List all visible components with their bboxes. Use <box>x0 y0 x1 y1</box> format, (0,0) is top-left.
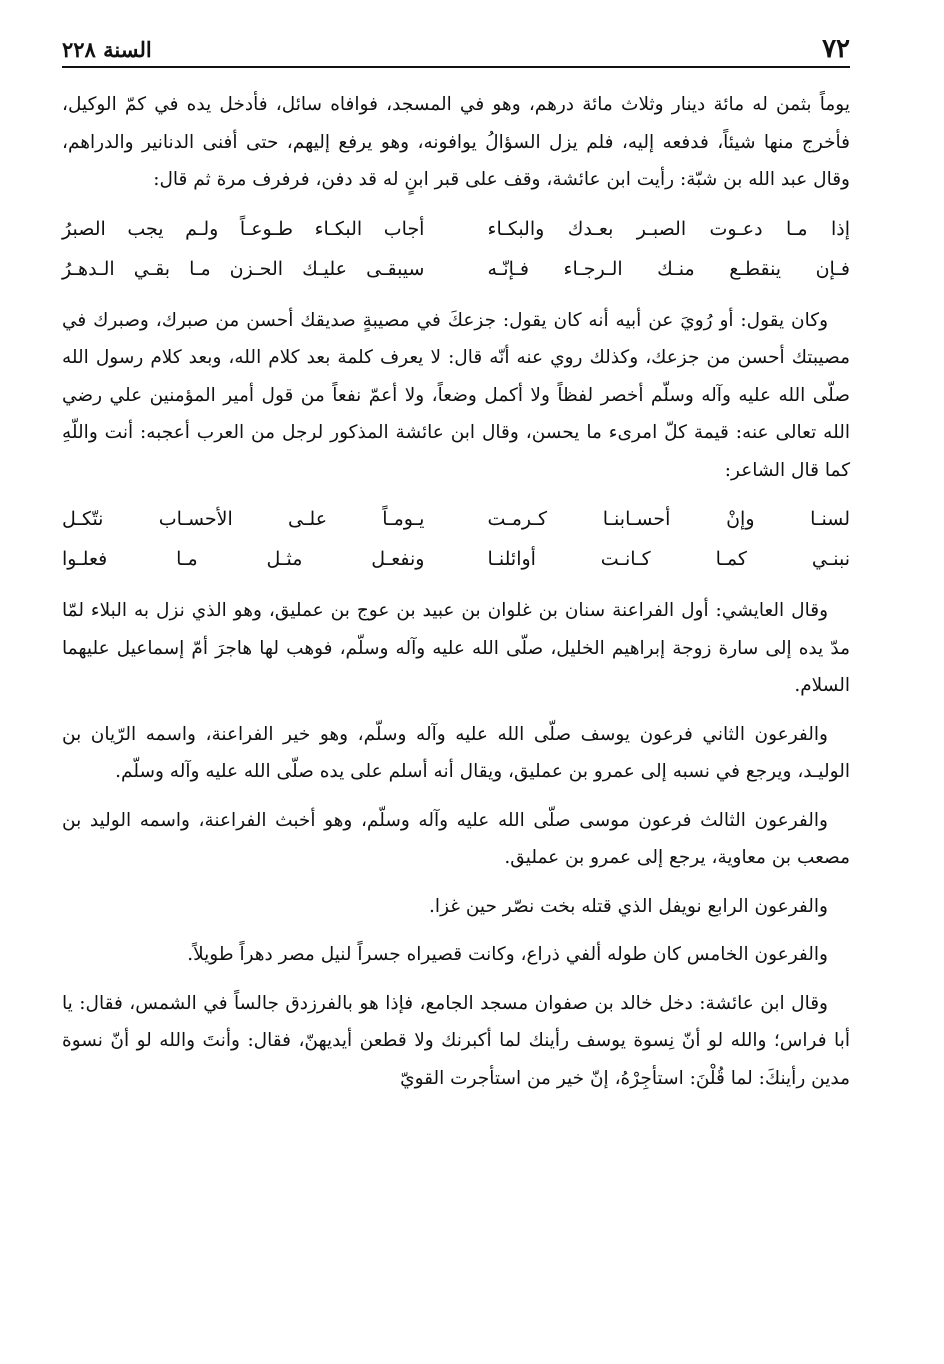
paragraph: والفرعون الخامس كان طوله ألفي ذراع، وكانت قصيراه جسراً لنيل مصر دهراً طويلاً. <box>187 944 828 965</box>
paragraph: والفرعون الرابع نويفل الذي قتله بخت نصّر حين غزا. <box>429 895 828 917</box>
verse-line <box>62 210 850 250</box>
poem <box>62 500 850 580</box>
paragraph: وكان يقول: أو رُويَ عن أبيه أنه كان يقول: جزعكَ في مصيبةٍ صديقك أحسن من صبرك، وصبرك في مصيبتك أحسن من جزعك، وكذلك روي عنه أنّه قال: لا يعرف كلمة بعد كلام الله، وبعد كلام رسول الله صلّى الله عليه وآله وسلّم أخصر لفظاً ولا أكمل وضعاً، ولا أعمّ نفعاً من قول أمير المؤمنين علي رضي الله تعالى عنه: قيمة كلّ امرىء ما يحسن، وقال ابن عائشة المذكور لرجل من العرب أعجبه: أنت واللّهِ كما قال الشاعر: <box>62 309 850 481</box>
page-header <box>62 30 850 68</box>
verse-first-hemistich: فـإن ينقطـع منـك الـرجـاء فـإنّـه <box>487 257 850 280</box>
paragraph: يوماً بثمن له مائة دينار وثلاث مائة درهم، وهو في المسجد، فوافاه سائل، فأدخل يده في كمّ الوكيل، فأخرج منها شيئاً، فدفعه إليه، فلم يزل السؤالُ يوافونه، وهو يرفع إليهم، حتى أفنى الدنانير والدراهم، وقال عبد الله بن شبّة: رأيت ابن عائشة، وقف على قبر ابنٍ له قد دفن، فرفرف مرة ثم قال: <box>62 94 850 190</box>
verse-first-hemistich: نبنـي كمـا كـانـت أوائلنـا <box>487 548 850 571</box>
paragraph: والفرعون الثاني فرعون يوسف صلّى الله عليه وآله وسلّم، وهو خير الفراعنة، واسمه الرّيان بن الوليـد، ويرجع في نسبه إلى عمرو بن عمليق، ويقال أنه أسلم على يده صلّى الله عليه وآله وسلّم. <box>62 723 850 782</box>
verse-first-hemistich: إذا مـا دعـوت الصبـر بعـدك والبكـاء <box>487 217 850 240</box>
paragraph: والفرعون الثالث فرعون موسى صلّى الله عليه وآله وسلّم، وهو أخبث الفراعنة، واسمه الوليد بن مصعب بن معاوية، يرجع إلى عمرو بن عمليق. <box>62 809 850 868</box>
verse-line <box>62 500 850 540</box>
poem <box>62 210 850 290</box>
verse-second-hemistich: يـومـاً علـى الأحسـاب نتّكـل <box>62 508 425 531</box>
verse-second-hemistich: ونفعـل مثـل مـا فعلـوا <box>62 548 425 571</box>
verse-second-hemistich: سيبقـى عليـك الحـزن مـا بقـي الـدهـرُ <box>62 257 425 280</box>
page-body <box>62 86 850 1108</box>
paragraph: وقال ابن عائشة: دخل خالد بن صفوان مسجد الجامع، فإذا هو بالفرزدق جالساً في الشمس، فقال: يا أبا فراس؛ والله لو أنّ نِسوة يوسف رأينك لما أكبرنك ولا قطعن أيديهنّ، فقال: وأنتَ والله لو أنّ نسوة مدين رأينكَ: لما قُلْنَ: استأجِرْهُ، إنّ خير من استأجرت القويّ <box>62 992 850 1089</box>
running-head: السنة ٢٢٨ <box>62 37 152 62</box>
paragraph: وقال العايشي: أول الفراعنة سنان بن غلوان بن عبيد بن عوج بن عمليق، وهو الذي نزل به البلاء لمّا مدّ يده إلى سارة زوجة إبراهيم الخليل، صلّى الله عليه وآله وسلّم، فوهب لها هاجرَ أمّ إسماعيل عليهما السلام. <box>62 600 850 696</box>
verse-second-hemistich: أجاب البكـاء طـوعـاً ولـم يجب الصبرُ <box>62 217 425 240</box>
verse-line <box>62 540 850 580</box>
page-number: ٧٢ <box>822 34 850 64</box>
verse-first-hemistich: لسنـا وإنْ أحسـابنـا كـرمـت <box>487 508 850 531</box>
verse-line <box>62 250 850 290</box>
